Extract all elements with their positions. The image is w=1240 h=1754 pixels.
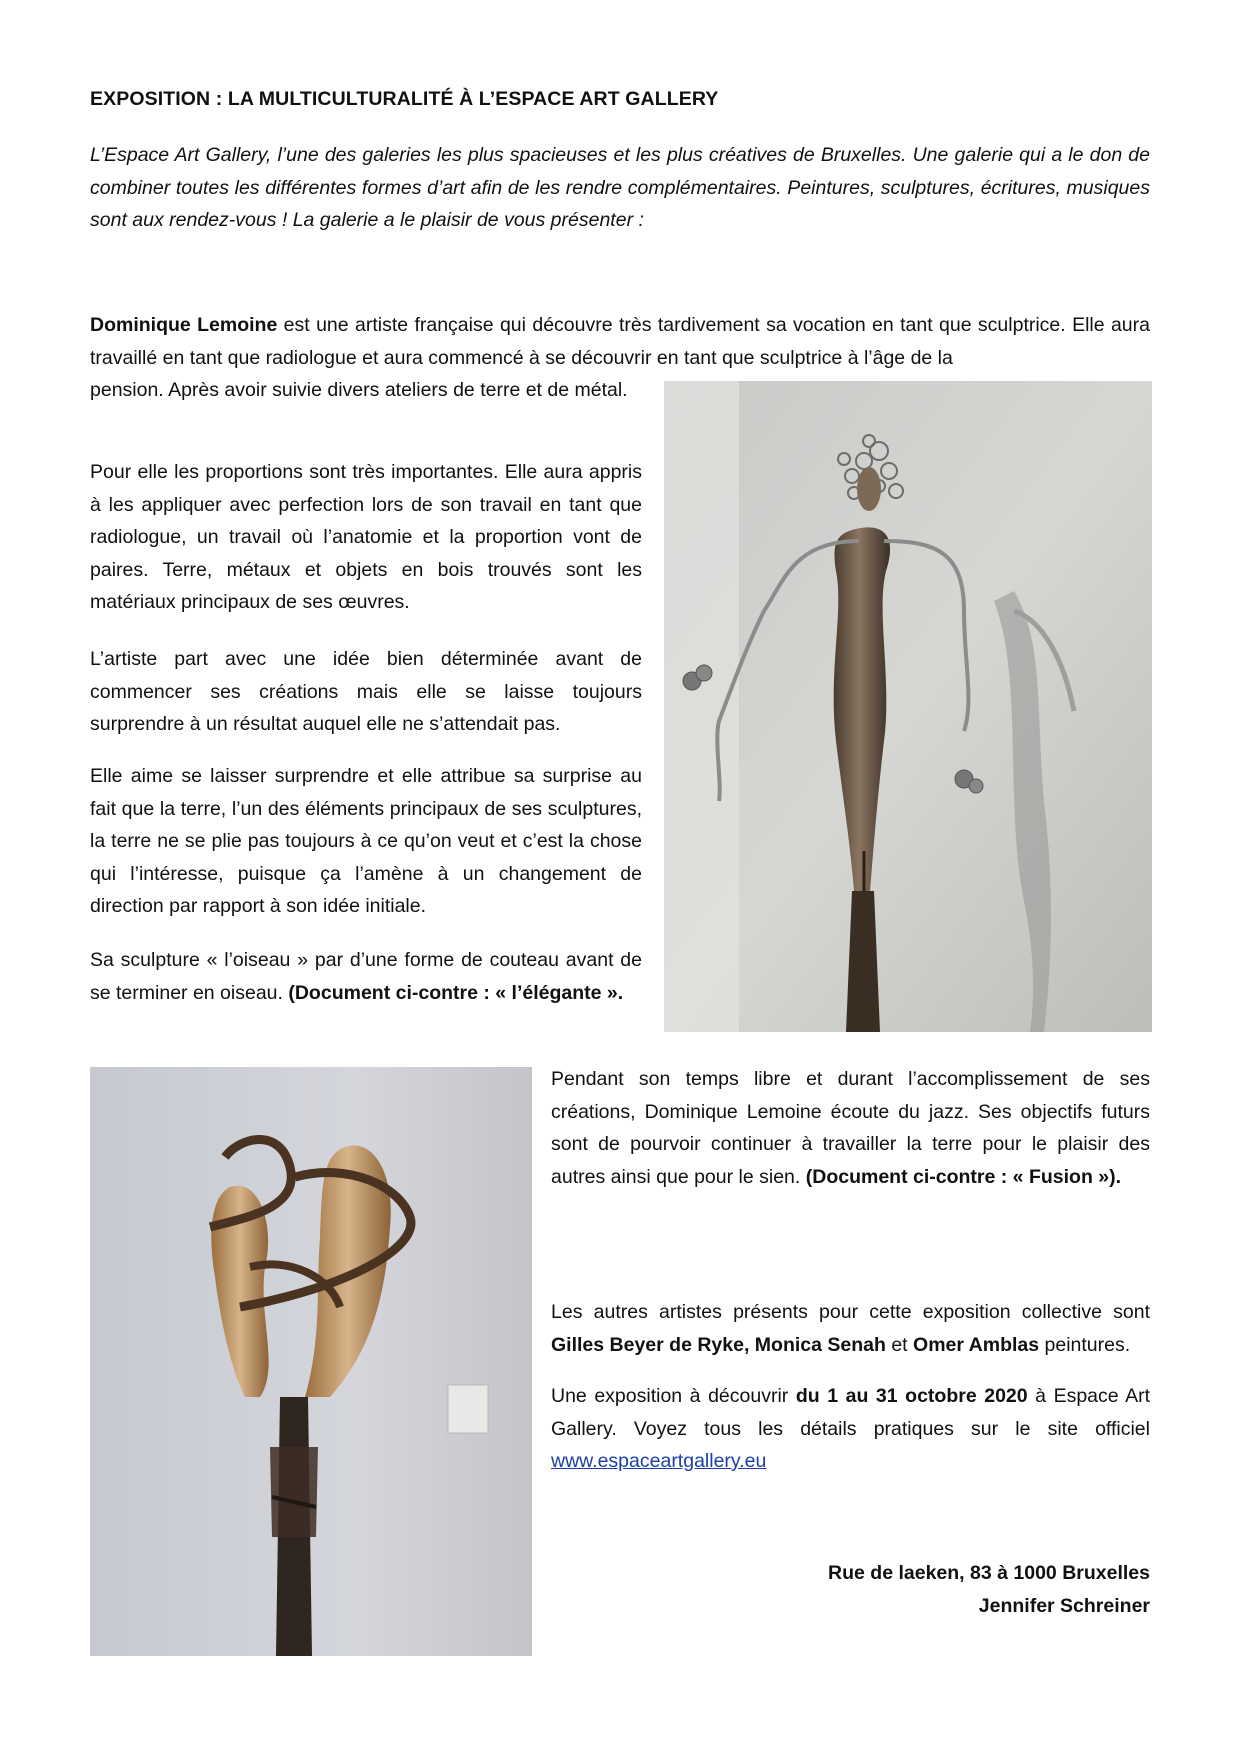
- author-name: Jennifer Schreiner: [978, 1594, 1150, 1617]
- signature-block: [828, 1557, 1150, 1622]
- website-link[interactable]: www.espaceartgallery.eu: [551, 1450, 767, 1472]
- other-artists-paragraph: Les autres artistes présents pour cette exposition collective sont Gilles Beyer de Ryke, Monica Senah et Omer Amblas peintures.: [551, 1301, 1150, 1356]
- artist-monica: Monica Senah: [754, 1333, 886, 1356]
- exhibition-dates-paragraph: Une exposition à découvrir du 1 au 31 octobre 2020 à Espace Art Gallery. Voyez tous les détails pratiques sur le site officiel www.espaceartgallery.eu: [551, 1385, 1151, 1472]
- artist-intro-continued: pension. Après avoir suivie divers ateliers de terre et de métal.: [90, 379, 628, 401]
- artist-name: Dominique Lemoine: [90, 314, 278, 336]
- caption-fusion: (Document ci-contre : « Fusion »).: [805, 1165, 1122, 1188]
- gallery-address: Rue de laeken, 83 à 1000 Bruxelles: [828, 1562, 1150, 1584]
- artist-gilles: Gilles Beyer de Ryke: [551, 1333, 744, 1356]
- caption-elegante: (Document ci-contre : « l’élégante ».: [288, 981, 624, 1004]
- oiseau-paragraph: Sa sculpture « l’oiseau » par d’une forme de couteau avant de se terminer en oiseau. (Document ci-contre : « l’élégante ».: [90, 949, 642, 1004]
- sculpture-fusion-photo: [90, 1067, 532, 1656]
- intro-paragraph: L’Espace Art Gallery, l’une des galeries les plus spacieuses et les plus créatives de Bruxelles. Une galerie qui a le don de combiner toutes les différentes formes d’art afin de les rendre complémentaires. Peintures, sculptures, écritures, musiques sont aux rendez-vous ! La galerie a le plaisir de vous présenter :: [90, 144, 1150, 231]
- artist-intro-paragraph: Dominique Lemoine est une artiste française qui découvre très tardivement sa vocation en tant que sculptrice. Elle aura travaillé en tant que radiologue et aura commencé à se découvrir en tant que sculptrice à l’âge de la: [90, 314, 1150, 369]
- article-title: EXPOSITION : LA MULTICULTURALITÉ À L’ESPACE ART GALLERY: [90, 88, 719, 110]
- proportions-paragraph: Pour elle les proportions sont très importantes. Elle aura appris à les appliquer avec perfection lors de son travail en tant que radiologue, un travail où l’anatomie et la proportion vont de paires. Terre, métaux et objets en bois trouvés sont les matériaux principaux de ses œuvres.: [90, 461, 642, 613]
- exhibition-dates: du 1 au 31 octobre 2020: [795, 1385, 1028, 1407]
- artist-omer: Omer Amblas: [913, 1333, 1040, 1356]
- sculpture-elegante-photo: [664, 381, 1152, 1032]
- surprise-paragraph: Elle aime se laisser surprendre et elle attribue sa surprise au fait que la terre, l’un des éléments principaux de ses sculptures, la terre ne se plie pas toujours à ce qu’on veut et c’est la chose qui l’intéresse, puisque ça l’amène à un changement de direction par rapport à son idée initiale.: [90, 765, 642, 917]
- idea-paragraph: L’artiste part avec une idée bien déterminée avant de commencer ses créations mais elle se laisse toujours surprendre à un résultat auquel elle ne s’attendait pas.: [90, 648, 642, 735]
- jazz-paragraph: Pendant son temps libre et durant l’accomplissement de ses créations, Dominique Lemoine écoute du jazz. Ses objectifs futurs sont de pourvoir continuer à travailler la terre pour le plaisir des autres ainsi que pour le sien. (Document ci-contre : « Fusion »).: [551, 1068, 1150, 1188]
